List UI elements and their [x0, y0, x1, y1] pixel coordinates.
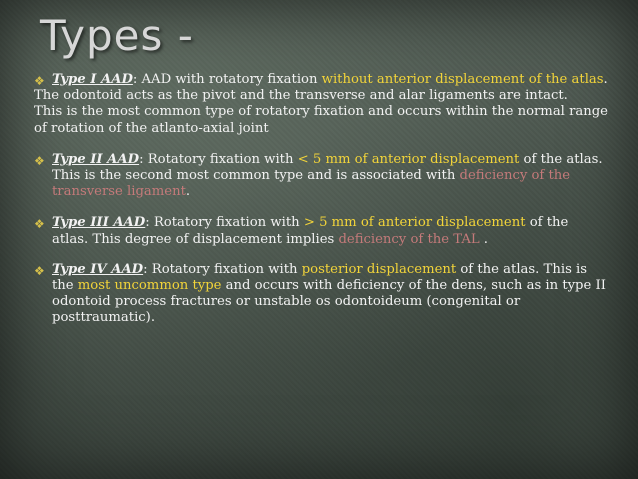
body-text: .: [603, 72, 608, 87]
diamond-bullet-icon: ❖: [34, 263, 45, 278]
highlight-text: posterior displacement: [301, 261, 457, 277]
body-text: of the atlas. This degree of displacement implies: [52, 215, 569, 247]
type-label: Type III AAD: [52, 215, 146, 231]
body-text: : Rotatory fixation with: [145, 215, 304, 231]
plain-paragraph: This is the most common type of rotatory fixation and occurs within the normal range of rotation of the atlanto-axial joint: [34, 104, 608, 136]
body-text: : Rotatory fixation with: [139, 151, 298, 167]
highlight-text-red: deficiency of the TAL: [338, 231, 480, 247]
bullet-type-i: [34, 72, 608, 88]
body-text: of the atlas. This is the second most common type and is associated with: [52, 151, 603, 184]
highlight-text: most uncommon type: [77, 278, 222, 294]
bullet-type-iv: [34, 262, 608, 327]
spacer: [34, 248, 608, 262]
plain-paragraph: The odontoid acts as the pivot and the transverse and alar ligaments are intact.: [34, 88, 568, 104]
body-text: .: [185, 184, 191, 200]
highlight-text: without anterior displacement of the atlas: [321, 72, 604, 87]
highlight-text: > 5 mm of anterior displacement: [303, 215, 526, 231]
spacer: [34, 200, 608, 215]
diamond-bullet-icon: ❖: [34, 217, 45, 232]
diamond-bullet-icon: ❖: [34, 74, 45, 88]
body-text: .: [479, 231, 488, 247]
body-text: and occurs with deficiency of the dens, such as in type II odontoid process fractures or unstable os odontoideum (congenital or posttraumatic).: [52, 278, 606, 326]
spacer: [34, 137, 608, 152]
diamond-bullet-icon: ❖: [34, 153, 45, 168]
type-label: Type IV AAD: [52, 261, 144, 277]
highlight-text: < 5 mm of anterior displacement: [297, 151, 520, 167]
bullet-type-ii: [34, 152, 608, 201]
body-text: : Rotatory fixation with: [143, 261, 302, 277]
slide-title: Types -: [40, 11, 194, 60]
type-label: Type I AAD: [52, 72, 133, 87]
type-label: Type II AAD: [52, 151, 140, 167]
body-text: of the atlas. This is the: [52, 261, 588, 294]
highlight-text-red: deficiency of the transverse ligament: [52, 168, 571, 200]
slide-content: [34, 72, 608, 327]
bullet-type-iii: [34, 215, 608, 247]
body-text: : AAD with rotatory fixation: [132, 72, 322, 87]
